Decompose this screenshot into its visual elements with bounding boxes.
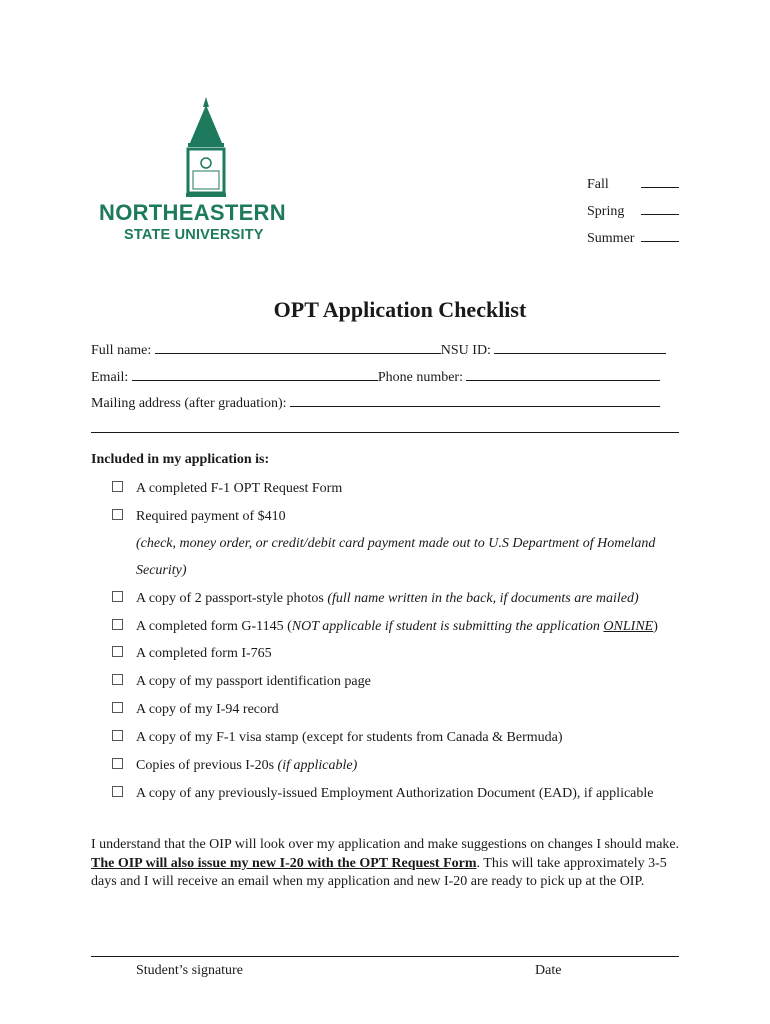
checklist-item[interactable]: A completed F-1 OPT Request Form xyxy=(112,481,342,497)
checklist-item[interactable]: A copy of my passport identification page xyxy=(112,674,371,690)
checkbox[interactable] xyxy=(112,591,123,602)
checkbox[interactable] xyxy=(112,509,123,520)
address-continuation-line[interactable] xyxy=(91,432,679,433)
checklist-item[interactable]: A completed form G-1145 (NOT applicable if student is submitting the application ONLINE) xyxy=(112,619,658,635)
checkbox[interactable] xyxy=(112,674,123,685)
signature-line[interactable] xyxy=(91,956,679,957)
checkbox[interactable] xyxy=(112,619,123,630)
checklist-item[interactable]: A copy of any previously-issued Employment Authorization Document (EAD), if applicable xyxy=(112,786,654,802)
term-fall: Fall xyxy=(587,175,679,193)
mailing-address-field[interactable]: Mailing address (after graduation): xyxy=(91,393,660,412)
full-name-field[interactable]: Full name: NSU ID: xyxy=(91,340,666,359)
payment-note: (check, money order, or credit/debit card payment made out to U.S Department of Homeland xyxy=(136,536,656,551)
checkbox[interactable] xyxy=(112,758,123,769)
checkbox[interactable] xyxy=(112,730,123,741)
acknowledgement-paragraph: I understand that the OIP will look over my application and make suggestions on changes I should make. The OIP will also issue my new I-20 with the OPT Request Form. This will take approximately 3-5 days and I will receive an email when my application and new I-20 are ready to pick up at the OIP. xyxy=(91,837,680,889)
email-field[interactable]: Email: Phone number: xyxy=(91,367,660,386)
checkbox[interactable] xyxy=(112,702,123,713)
logo-subname: STATE UNIVERSITY xyxy=(124,227,264,243)
student-signature-label: Student’s signature xyxy=(136,963,243,978)
checkbox[interactable] xyxy=(112,481,123,492)
date-label: Date xyxy=(535,963,562,978)
included-heading: Included in my application is: xyxy=(91,452,270,467)
checklist-item[interactable]: A copy of my I-94 record xyxy=(112,702,279,718)
checklist-item[interactable]: A copy of 2 passport-style photos (full name written in the back, if documents are mailed) xyxy=(112,591,639,607)
logo-name: NORTHEASTERN xyxy=(99,200,286,225)
checklist-item[interactable]: Copies of previous I-20s (if applicable) xyxy=(112,758,357,774)
payment-note-cont: Security) xyxy=(136,563,187,578)
page-title: OPT Application Checklist xyxy=(273,297,527,322)
term-spring: Spring xyxy=(587,202,679,220)
checklist-item[interactable]: A copy of my F-1 visa stamp (except for students from Canada & Bermuda) xyxy=(112,730,563,746)
checklist-item[interactable]: A completed form I-765 xyxy=(112,646,272,662)
term-summer: Summer xyxy=(587,229,679,247)
checkbox[interactable] xyxy=(112,786,123,797)
checkbox[interactable] xyxy=(112,646,123,657)
checklist-item[interactable]: Required payment of $410 xyxy=(112,509,286,525)
